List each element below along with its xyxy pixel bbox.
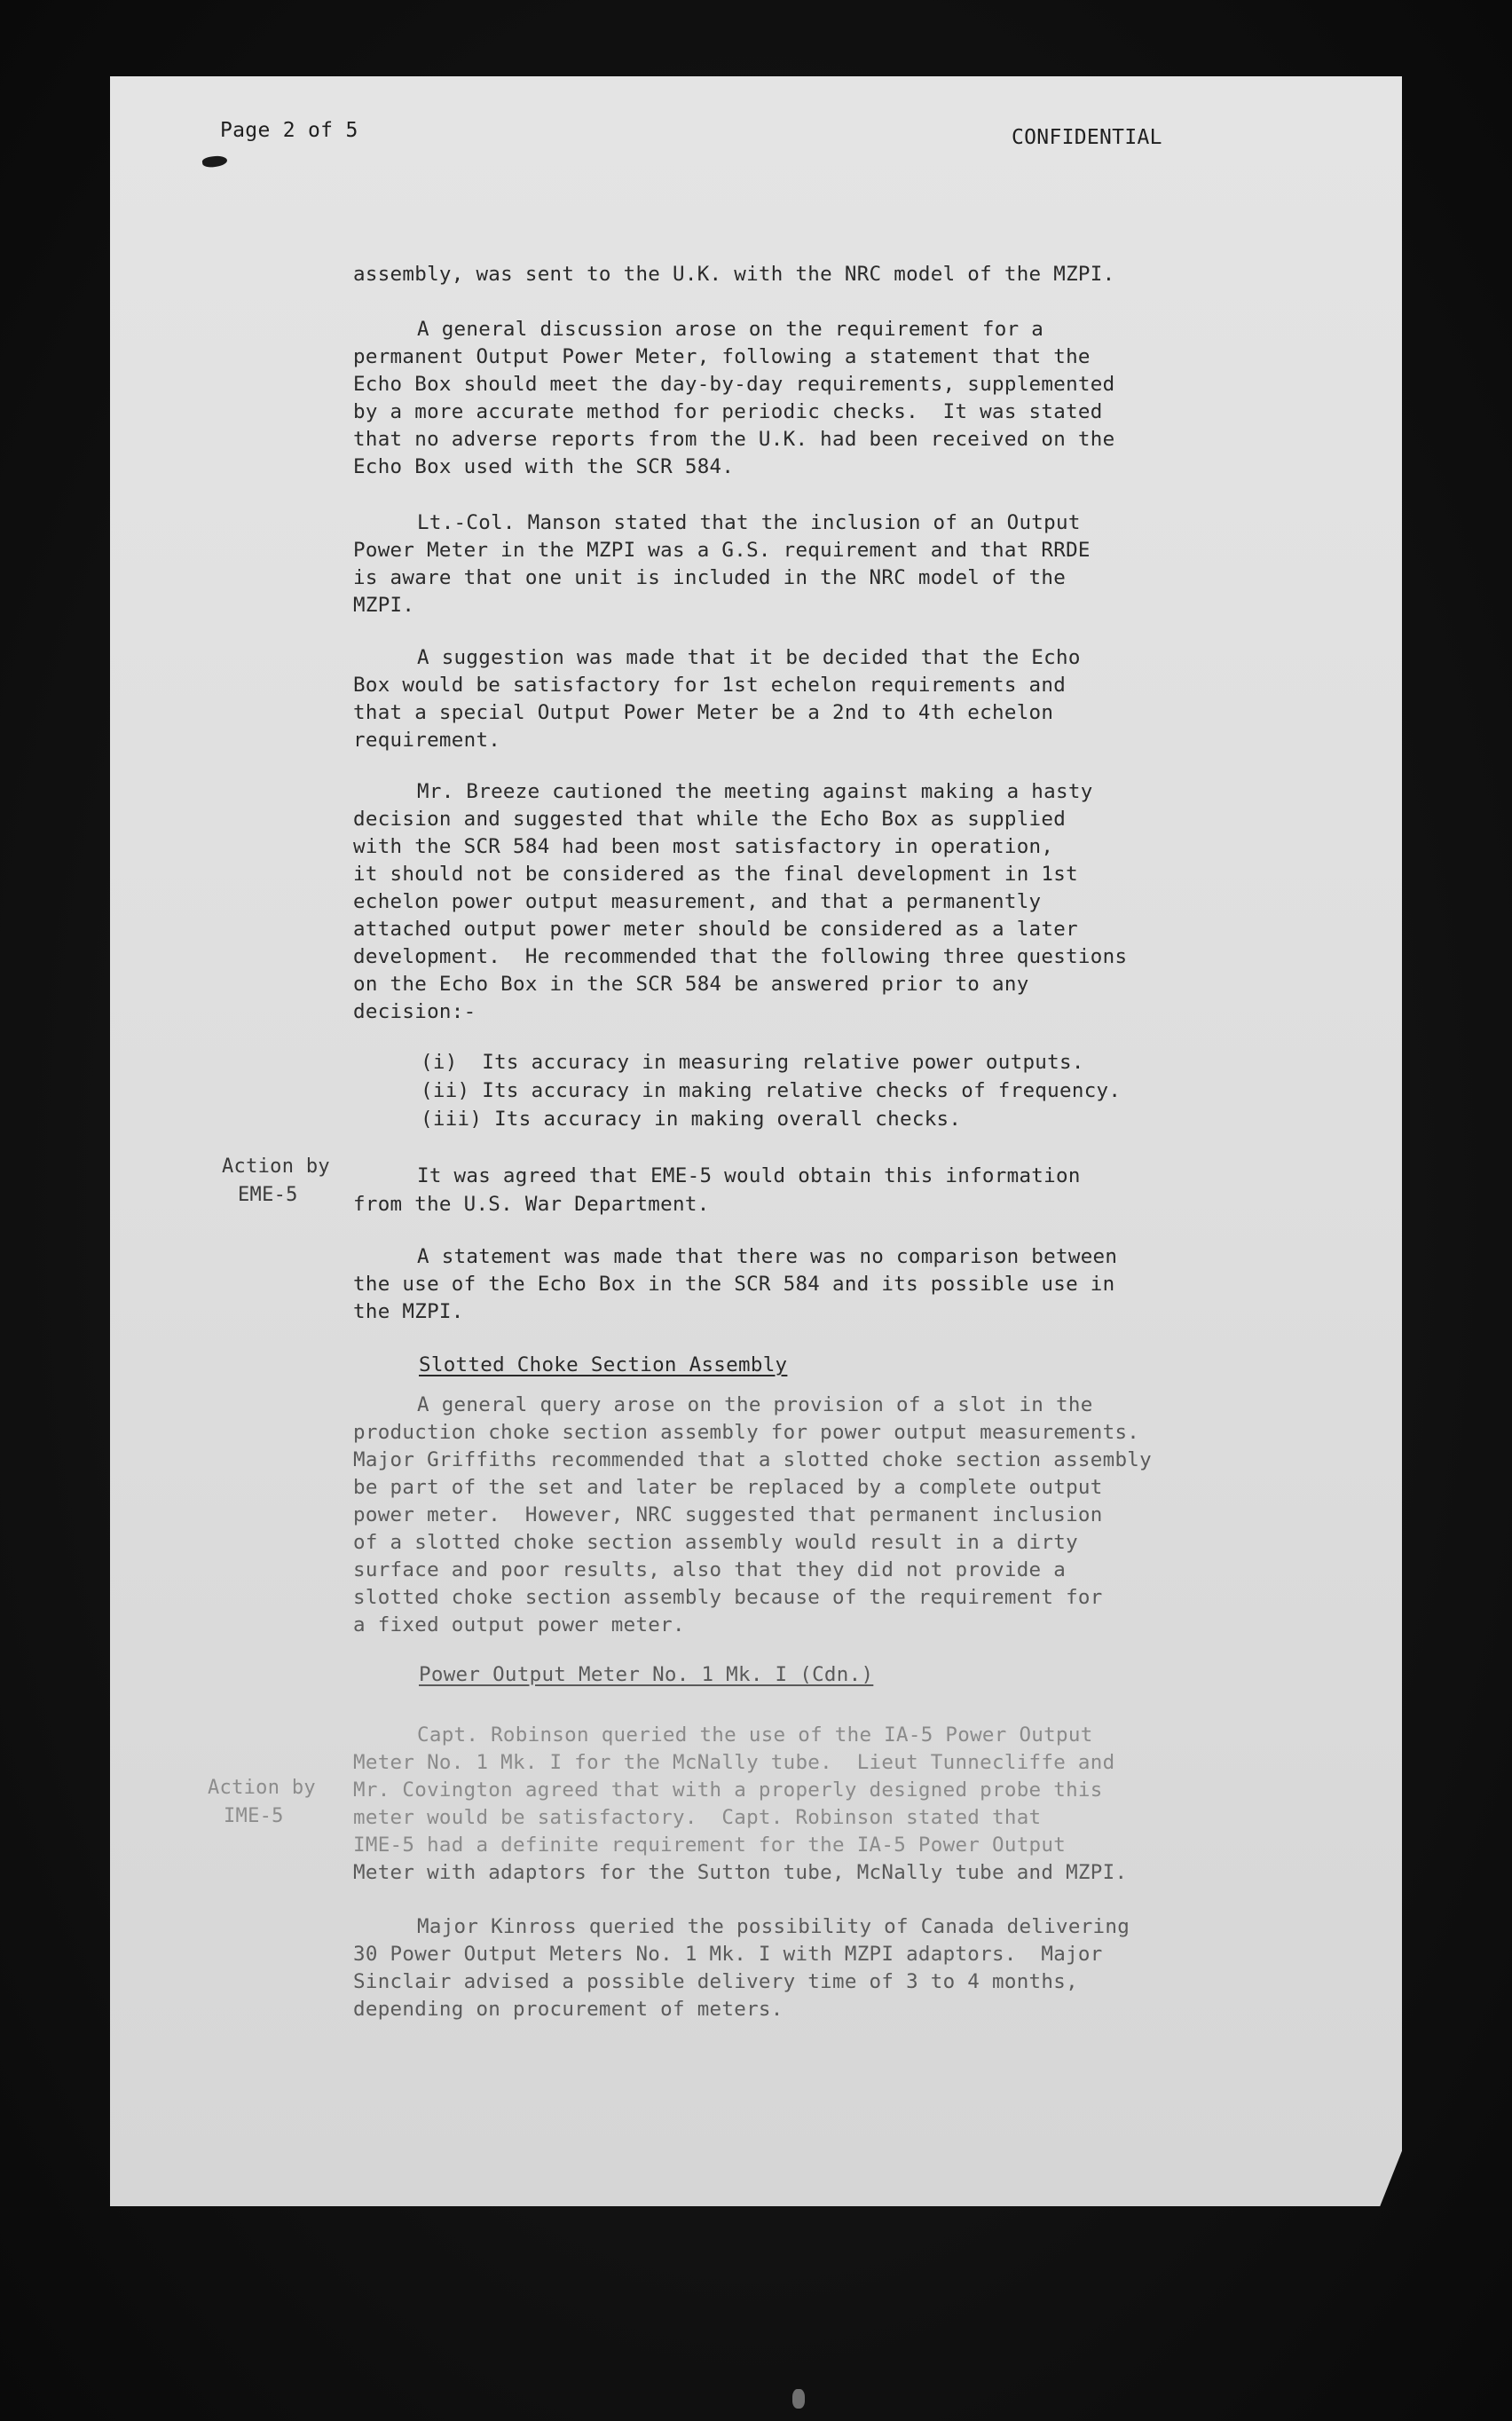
- body-line: a fixed output power meter.: [353, 1613, 685, 1636]
- body-line: A statement was made that there was no comparison between: [417, 1245, 1118, 1268]
- body-line: be part of the set and later be replaced by a complete output: [353, 1476, 1103, 1499]
- body-line: that a special Output Power Meter be a 2nd to 4th echelon: [353, 701, 1054, 724]
- page-number: Page 2 of 5: [220, 119, 358, 142]
- classification-label: CONFIDENTIAL: [1012, 126, 1162, 149]
- body-line: Echo Box should meet the day-by-day requirements, supplemented: [353, 373, 1115, 396]
- body-line: from the U.S. War Department.: [353, 1193, 710, 1216]
- body-line: power meter. However, NRC suggested that permanent inclusion: [353, 1503, 1103, 1526]
- body-line: Capt. Robinson queried the use of the IA-5 Power Output: [417, 1723, 1093, 1747]
- body-line: production choke section assembly for power output measurements.: [353, 1421, 1140, 1444]
- body-line: the MZPI.: [353, 1300, 464, 1323]
- body-line: 30 Power Output Meters No. 1 Mk. I with MZPI adaptors. Major: [353, 1943, 1103, 1966]
- margin-note-action-owner: EME-5: [238, 1184, 298, 1206]
- list-item: (ii) Its accuracy in making relative checks of frequency.: [421, 1079, 1122, 1102]
- body-line: echelon power output measurement, and that a permanently: [353, 890, 1042, 913]
- body-line: Mr. Breeze cautioned the meeting against making a hasty: [417, 780, 1093, 803]
- body-line: surface and poor results, also that they did not provide a: [353, 1558, 1067, 1581]
- list-item: (iii) Its accuracy in making overall checks.: [421, 1108, 962, 1131]
- body-line: is aware that one unit is included in the NRC model of the: [353, 566, 1067, 589]
- section-heading: Slotted Choke Section Assembly: [419, 1353, 788, 1376]
- margin-note-action-label: Action by: [208, 1777, 316, 1799]
- body-line: permanent Output Power Meter, following a statement that the: [353, 345, 1091, 368]
- body-line: it should not be considered as the final development in 1st: [353, 863, 1078, 886]
- body-line: development. He recommended that the following three questions: [353, 945, 1128, 968]
- body-line: assembly, was sent to the U.K. with the NRC model of the MZPI.: [353, 263, 1115, 286]
- body-line: requirement.: [353, 729, 501, 752]
- body-line: A suggestion was made that it be decided that the Echo: [417, 646, 1081, 669]
- body-line: that no adverse reports from the U.K. had been received on the: [353, 428, 1115, 451]
- body-line: attached output power meter should be considered as a later: [353, 918, 1078, 941]
- body-line: decision and suggested that while the Echo Box as supplied: [353, 808, 1067, 831]
- body-line: Meter with adaptors for the Sutton tube, McNally tube and MZPI.: [353, 1861, 1128, 1884]
- body-line: slotted choke section assembly because of the requirement for: [353, 1586, 1103, 1609]
- section-heading: Power Output Meter No. 1 Mk. I (Cdn.): [419, 1663, 874, 1686]
- body-line: A general discussion arose on the requirement for a: [417, 318, 1044, 341]
- body-line: Box would be satisfactory for 1st echelon requirements and: [353, 674, 1067, 697]
- body-line: on the Echo Box in the SCR 584 be answered prior to any: [353, 973, 1029, 996]
- body-line: Meter No. 1 Mk. I for the McNally tube. Lieut Tunnecliffe and: [353, 1751, 1115, 1774]
- body-line: IME-5 had a definite requirement for the IA-5 Power Output: [353, 1833, 1067, 1857]
- body-line: It was agreed that EME-5 would obtain this information: [417, 1164, 1081, 1187]
- body-line: decision:-: [353, 1000, 476, 1023]
- margin-note-action-label: Action by: [222, 1155, 330, 1178]
- body-line: Echo Box used with the SCR 584.: [353, 455, 735, 478]
- body-line: Mr. Covington agreed that with a properly designed probe this: [353, 1778, 1103, 1802]
- body-line: A general query arose on the provision of a slot in the: [417, 1393, 1093, 1416]
- body-line: MZPI.: [353, 594, 415, 617]
- body-line: meter would be satisfactory. Capt. Robinson stated that: [353, 1806, 1042, 1829]
- scan-speck-mark: [792, 2389, 805, 2409]
- body-line: Power Meter in the MZPI was a G.S. requirement and that RRDE: [353, 539, 1091, 562]
- body-line: Major Griffiths recommended that a slotted choke section assembly: [353, 1448, 1152, 1471]
- margin-note-action-owner: IME-5: [224, 1805, 284, 1827]
- body-line: of a slotted choke section assembly would result in a dirty: [353, 1531, 1078, 1554]
- body-line: with the SCR 584 had been most satisfactory in operation,: [353, 835, 1054, 858]
- document-page: [110, 76, 1402, 2206]
- body-line: by a more accurate method for periodic checks. It was stated: [353, 400, 1103, 423]
- body-line: the use of the Echo Box in the SCR 584 and its possible use in: [353, 1273, 1115, 1296]
- body-line: Sinclair advised a possible delivery time of 3 to 4 months,: [353, 1970, 1078, 1993]
- body-line: Major Kinross queried the possibility of Canada delivering: [417, 1915, 1130, 1938]
- body-line: depending on procurement of meters.: [353, 1998, 784, 2021]
- body-line: Lt.-Col. Manson stated that the inclusion of an Output: [417, 511, 1081, 534]
- list-item: (i) Its accuracy in measuring relative power outputs.: [421, 1051, 1084, 1074]
